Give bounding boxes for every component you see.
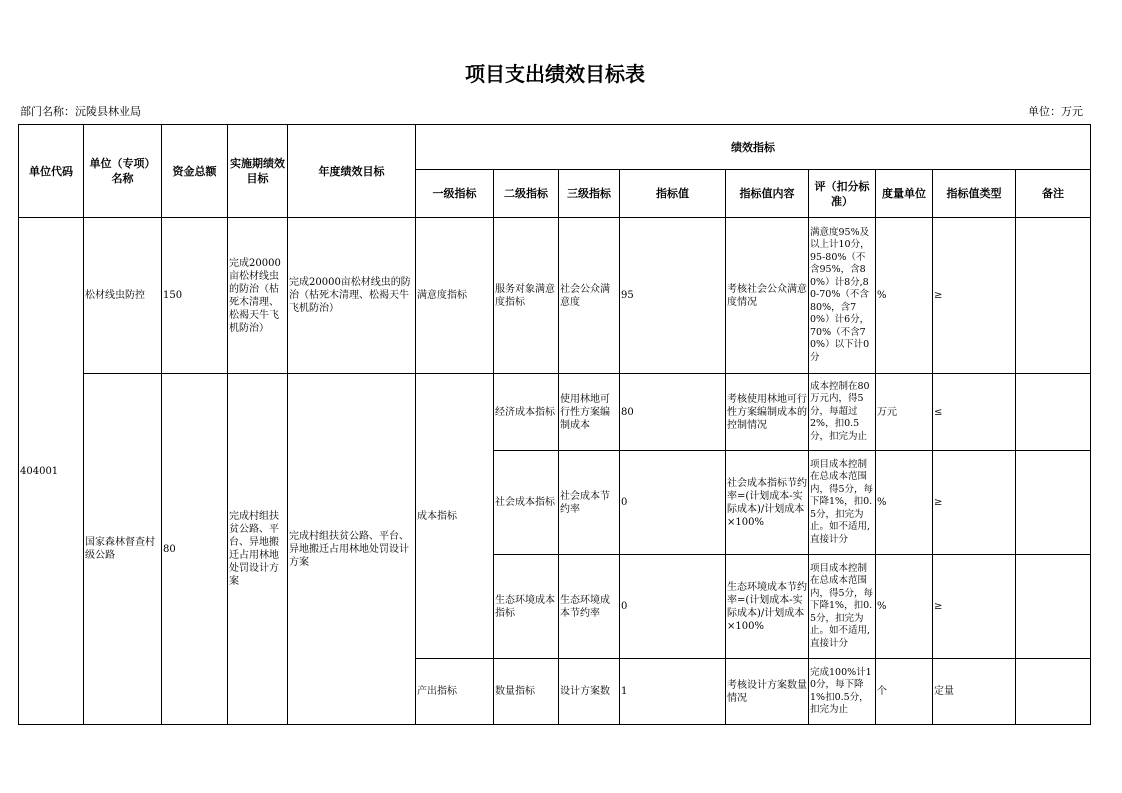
- unit-cell: %: [876, 451, 933, 555]
- annual-goal-cell: 完成村组扶贫公路、平台、异地搬迁占用林地处罚设计方案: [288, 374, 416, 725]
- scoring-cell: 成本控制在80万元内，得5分，每超过2%，扣0.5分，扣完为止: [809, 374, 876, 451]
- type-cell: ≤: [933, 374, 1016, 451]
- level2-cell: 数量指标: [494, 659, 559, 725]
- table-row: [19, 218, 1091, 374]
- value-cell: 80: [620, 374, 726, 451]
- content-cell: 考核社会公众满意度情况: [726, 218, 809, 374]
- unit-cell: 万元: [876, 374, 933, 451]
- type-cell: 定量: [933, 659, 1016, 725]
- department-name: 部门名称：沅陵县林业局: [20, 105, 141, 118]
- unit-cell: 个: [876, 659, 933, 725]
- level3-cell: 社会公众满意度: [559, 218, 620, 374]
- header-row-1: [19, 125, 1091, 170]
- amount-cell: 150: [162, 218, 228, 374]
- table-row: [19, 374, 1091, 451]
- header-remark: 备注: [1016, 170, 1091, 218]
- unit-code-cell: 404001: [19, 218, 84, 725]
- level2-cell: 经济成本指标: [494, 374, 559, 451]
- header-level1: 一级指标: [416, 170, 494, 218]
- project-name-cell: 国家森林督查村级公路: [84, 374, 162, 725]
- header-measure-unit: 度量单位: [876, 170, 933, 218]
- remark-cell: [1016, 555, 1091, 659]
- type-cell: ≥: [933, 451, 1016, 555]
- value-cell: 0: [620, 451, 726, 555]
- header-unit-code: 单位代码: [19, 125, 84, 218]
- remark-cell: [1016, 451, 1091, 555]
- content-cell: 考核使用林地可行性方案编制成本的控制情况: [726, 374, 809, 451]
- content-cell: 社会成本指标节约率=(计划成本-实际成本)/计划成本×100%: [726, 451, 809, 555]
- level2-cell: 服务对象满意度指标: [494, 218, 559, 374]
- value-cell: 0: [620, 555, 726, 659]
- unit-cell: %: [876, 218, 933, 374]
- level3-cell: 设计方案数: [559, 659, 620, 725]
- scoring-cell: 项目成本控制在总成本范围内，得5分，每下降1%，扣0.5分，扣完为止。如不适用,直接计分: [809, 451, 876, 555]
- unit-cell: %: [876, 555, 933, 659]
- scoring-cell: 完成100%计10分，每下降1%扣0.5分，扣完为止: [809, 659, 876, 725]
- header-value-type: 指标值类型: [933, 170, 1016, 218]
- performance-goal-table: [18, 124, 1091, 725]
- type-cell: ≥: [933, 555, 1016, 659]
- level3-cell: 使用林地可行性方案编制成本: [559, 374, 620, 451]
- currency-unit: 单位：万元: [1028, 105, 1083, 118]
- header-value: 指标值: [620, 170, 726, 218]
- header-scoring: 评（扣分标准）: [809, 170, 876, 218]
- remark-cell: [1016, 218, 1091, 374]
- page-title: 项目支出绩效目标表: [465, 62, 645, 86]
- level1-cell: 产出指标: [416, 659, 494, 725]
- level2-cell: 社会成本指标: [494, 451, 559, 555]
- level3-cell: 社会成本节约率: [559, 451, 620, 555]
- value-cell: 1: [620, 659, 726, 725]
- header-impl-goal: 实施期绩效目标: [228, 125, 288, 218]
- scoring-cell: 项目成本控制在总成本范围内，得5分，每下降1%，扣0.5分，扣完为止。如不适用,直接计分: [809, 555, 876, 659]
- content-cell: 生态环境成本节约率=(计划成本-实际成本)/计划成本×100%: [726, 555, 809, 659]
- header-level2: 二级指标: [494, 170, 559, 218]
- scoring-cell: 满意度95%及以上计10分，95-80%（不含95%，含80%）计8分,80-70%（不含80%，含70%）计6分，70%（不含70%）以下计0分: [809, 218, 876, 374]
- header-performance: 绩效指标: [416, 125, 1091, 170]
- header-annual-goal: 年度绩效目标: [288, 125, 416, 218]
- level3-cell: 生态环境成本节约率: [559, 555, 620, 659]
- content-cell: 考核设计方案数量情况: [726, 659, 809, 725]
- level1-cell: 成本指标: [416, 374, 494, 659]
- amount-cell: 80: [162, 374, 228, 725]
- value-cell: 95: [620, 218, 726, 374]
- project-name-cell: 松材线虫防控: [84, 218, 162, 374]
- header-content: 指标值内容: [726, 170, 809, 218]
- impl-goal-cell: 完成村组扶贫公路、平台、异地搬迁占用林地处罚设计方案: [228, 374, 288, 725]
- remark-cell: [1016, 659, 1091, 725]
- header-project-name: 单位（专项）名称: [84, 125, 162, 218]
- level2-cell: 生态环境成本指标: [494, 555, 559, 659]
- level1-cell: 满意度指标: [416, 218, 494, 374]
- type-cell: ≥: [933, 218, 1016, 374]
- remark-cell: [1016, 374, 1091, 451]
- impl-goal-cell: 完成20000亩松材线虫的防治（枯死木清理、松褐天牛飞机防治）: [228, 218, 288, 374]
- header-level3: 三级指标: [559, 170, 620, 218]
- annual-goal-cell: 完成20000亩松材线虫的防治（枯死木清理、松褐天牛飞机防治）: [288, 218, 416, 374]
- header-total-funds: 资金总额: [162, 125, 228, 218]
